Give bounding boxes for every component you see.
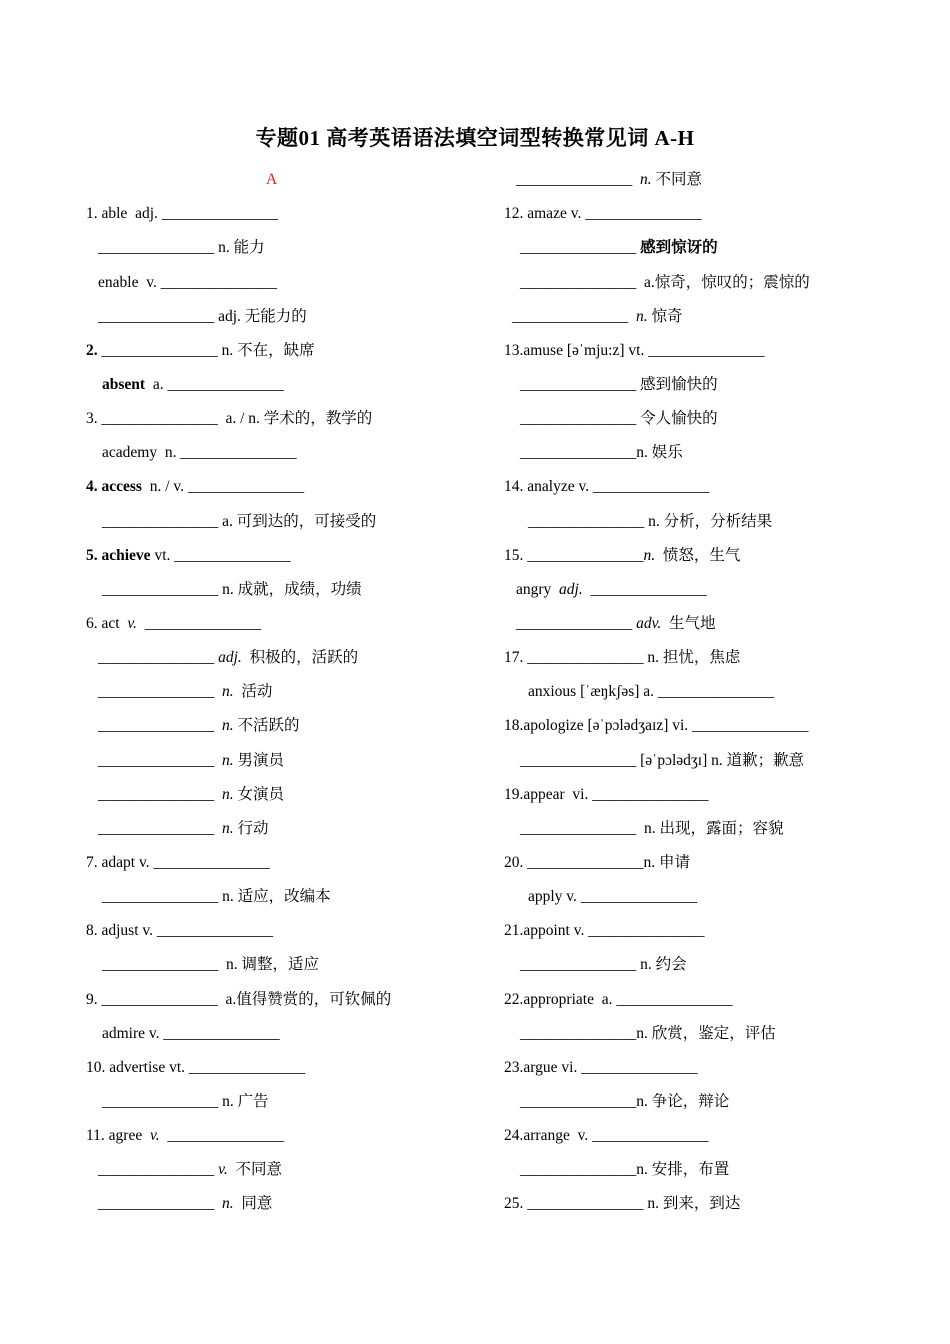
vocab-line — [86, 945, 486, 979]
answer-blank[interactable]: _______________ — [527, 546, 644, 564]
vocab-line — [504, 740, 924, 774]
vocab-line — [504, 1150, 924, 1184]
vocab-text: n. 争论，辩论 — [636, 1092, 730, 1110]
answer-blank[interactable]: _______________ — [527, 1195, 644, 1213]
vocab-text: 2. — [86, 341, 98, 359]
answer-blank[interactable]: _______________ — [98, 717, 215, 735]
vocab-text: n. — [643, 546, 656, 564]
vocab-text: apply v. — [528, 888, 581, 906]
vocab-line — [504, 365, 924, 399]
answer-blank[interactable]: _______________ — [98, 1161, 215, 1179]
vocab-text — [214, 815, 222, 843]
vocab-line — [86, 365, 486, 399]
vocab-line — [504, 160, 924, 194]
answer-blank[interactable]: _______________ — [592, 478, 710, 496]
vocab-line — [86, 536, 486, 570]
answer-blank[interactable]: _______________ — [156, 922, 274, 940]
vocab-text: adj. — [218, 649, 242, 667]
vocab-line — [504, 1014, 924, 1048]
vocab-text: 24.arrange v. — [504, 1127, 593, 1145]
vocab-text: n. — [222, 683, 234, 701]
answer-blank[interactable]: _______________ — [516, 614, 633, 632]
vocab-text: 不同意 — [227, 1161, 282, 1179]
vocab-line — [504, 706, 924, 740]
answer-blank[interactable]: _______________ — [167, 375, 284, 393]
vocab-line — [504, 297, 924, 331]
vocab-text: vt. — [150, 546, 175, 564]
vocab-text: 25. — [504, 1195, 528, 1213]
vocab-text: v. — [127, 614, 137, 632]
vocab-text — [214, 747, 222, 775]
answer-blank[interactable]: _______________ — [516, 171, 633, 189]
vocab-text: n. 安排，布置 — [636, 1161, 730, 1179]
answer-blank[interactable]: _______________ — [592, 1127, 709, 1145]
answer-blank[interactable]: _______________ — [98, 751, 215, 769]
vocab-text: 感到惊讶的 — [636, 239, 718, 257]
vocab-text: 男演员 — [233, 751, 285, 769]
answer-blank[interactable]: _______________ — [692, 717, 809, 735]
vocab-line — [86, 399, 486, 433]
vocab-text: 12. amaze v. — [504, 205, 586, 223]
vocab-line — [86, 1048, 486, 1082]
vocab-text: 23.argue vi. — [504, 1058, 582, 1076]
vocab-text: a. — [145, 375, 168, 393]
vocab-text: 17. — [504, 649, 528, 667]
answer-blank[interactable]: _______________ — [102, 512, 219, 530]
vocab-line — [504, 1082, 924, 1116]
answer-blank[interactable]: _______________ — [580, 888, 698, 906]
vocab-text: 15. — [504, 546, 528, 564]
answer-blank[interactable]: _______________ — [520, 1161, 637, 1179]
answer-blank[interactable]: _______________ — [520, 819, 637, 837]
vocab-text: 19.appear vi. — [504, 785, 593, 803]
answer-blank[interactable]: _______________ — [592, 785, 709, 803]
vocab-text: adj. 无能力的 — [214, 307, 307, 325]
vocab-text: n. 到来，到达 — [643, 1195, 741, 1213]
vocab-text: n. 出现，露面；容貌 — [636, 819, 784, 837]
answer-blank[interactable]: _______________ — [527, 649, 644, 667]
vocab-text: a.惊奇，惊叹的；震惊的 — [636, 273, 810, 291]
vocab-text: n. 娱乐 — [636, 444, 683, 462]
answer-blank[interactable]: _______________ — [180, 444, 297, 462]
vocab-text: absent — [102, 375, 146, 393]
answer-blank[interactable]: _______________ — [98, 819, 215, 837]
vocab-text: 生气地 — [661, 614, 716, 632]
vocab-line — [86, 160, 486, 194]
answer-blank[interactable]: _______________ — [520, 375, 637, 393]
vocab-line — [504, 843, 924, 877]
answer-blank[interactable]: _______________ — [102, 580, 219, 598]
answer-blank[interactable]: _______________ — [153, 853, 270, 871]
vocab-text: n. — [640, 171, 652, 189]
vocab-text: n. — [222, 1195, 234, 1213]
answer-blank[interactable]: _______________ — [98, 307, 215, 325]
answer-blank[interactable]: _______________ — [101, 990, 218, 1008]
vocab-text — [632, 166, 640, 194]
vocab-text: 14. analyze v. — [504, 478, 593, 496]
vocab-text: a.值得赞赏的，可钦佩的 — [217, 990, 392, 1008]
vocab-line — [86, 570, 486, 604]
answer-blank[interactable]: _______________ — [520, 239, 637, 257]
vocab-line — [86, 775, 486, 809]
vocab-line — [86, 297, 486, 331]
answer-blank[interactable]: _______________ — [160, 273, 277, 291]
vocab-text: n. — [222, 785, 234, 803]
answer-blank[interactable]: _______________ — [98, 1195, 215, 1213]
answer-blank[interactable]: _______________ — [163, 1024, 280, 1042]
answer-blank[interactable]: _______________ — [102, 888, 219, 906]
vocab-line — [504, 194, 924, 228]
vocab-text: admire v. — [102, 1024, 164, 1042]
vocab-text: adj. — [559, 580, 583, 598]
vocab-line — [504, 911, 924, 945]
vocab-text: 21.appoint v. — [504, 922, 589, 940]
vocab-text: angry — [516, 580, 560, 598]
vocab-line — [86, 433, 486, 467]
vocab-text: n. 担忧，焦虑 — [643, 649, 741, 667]
vocab-line — [86, 1116, 486, 1150]
vocab-line — [86, 1184, 486, 1218]
vocab-text: v. — [218, 1161, 228, 1179]
vocab-text: 惊奇 — [647, 307, 683, 325]
vocab-line — [86, 877, 486, 911]
vocab-text: 3. — [86, 410, 102, 428]
vocab-line — [86, 1014, 486, 1048]
vocab-text: academy n. — [102, 444, 181, 462]
answer-blank[interactable]: _______________ — [188, 1058, 306, 1076]
vocab-line — [86, 262, 486, 296]
vocab-text: n. 适应，改编本 — [218, 888, 331, 906]
vocab-text: 22.appropriate a. — [504, 990, 617, 1008]
answer-blank[interactable]: _______________ — [102, 1092, 219, 1110]
answer-blank[interactable]: _______________ — [98, 683, 215, 701]
answer-blank[interactable]: _______________ — [520, 751, 637, 769]
vocab-text: v. — [149, 1127, 160, 1145]
answer-blank[interactable]: _______________ — [520, 444, 637, 462]
vocab-text: 8. adjust v. — [86, 922, 157, 940]
vocab-line — [86, 331, 486, 365]
vocab-text: 1. able adj. — [86, 205, 162, 223]
vocab-text: adv. — [636, 614, 662, 632]
section-letter: A — [266, 171, 278, 189]
vocab-text — [214, 781, 222, 809]
vocab-line — [504, 775, 924, 809]
vocab-line — [504, 945, 924, 979]
vocab-line — [504, 1116, 924, 1150]
answer-blank[interactable]: _______________ — [588, 922, 705, 940]
vocab-text: 4. access — [86, 478, 142, 496]
vocab-text: 愤怒，生气 — [655, 546, 741, 564]
vocab-line — [86, 706, 486, 740]
vocab-text: 行动 — [233, 819, 269, 837]
vocab-text: n. — [636, 307, 648, 325]
vocab-text: n. 能力 — [214, 239, 265, 257]
answer-blank[interactable]: _______________ — [187, 478, 305, 496]
answer-blank[interactable]: _______________ — [528, 512, 645, 530]
answer-blank[interactable]: _______________ — [98, 785, 215, 803]
vocab-text: 9. — [86, 990, 102, 1008]
vocab-line — [504, 262, 924, 296]
vocab-line — [504, 1184, 924, 1218]
vocab-text: n. — [222, 717, 234, 735]
vocab-line — [504, 1048, 924, 1082]
vocab-line — [504, 501, 924, 535]
vocab-line — [504, 536, 924, 570]
vocab-text: [əˈpɔlədʒɪ] n. 道歉；歉意 — [636, 751, 805, 769]
answer-blank[interactable]: _______________ — [648, 341, 765, 359]
vocab-text: n. 分析，分析结果 — [644, 512, 773, 530]
vocab-line — [504, 399, 924, 433]
vocab-text: 不同意 — [651, 171, 703, 189]
vocab-text — [628, 303, 636, 331]
vocab-text: 女演员 — [233, 785, 285, 803]
answer-blank[interactable]: _______________ — [520, 410, 637, 428]
vocab-text: 7. adapt v. — [86, 853, 154, 871]
vocab-text: n. 不在，缺席 — [217, 341, 315, 359]
vocab-line — [504, 433, 924, 467]
vocab-line — [504, 638, 924, 672]
answer-blank[interactable]: _______________ — [582, 580, 707, 598]
vocab-line — [504, 979, 924, 1013]
answer-blank[interactable]: _______________ — [520, 1024, 637, 1042]
right-column — [504, 160, 924, 1218]
vocab-text: 20. — [504, 853, 528, 871]
vocab-text: n. 约会 — [636, 956, 687, 974]
vocab-line — [86, 979, 486, 1013]
vocab-text: n. — [222, 751, 234, 769]
vocab-line — [86, 228, 486, 262]
vocab-text: 积极的，活跃的 — [241, 649, 359, 667]
vocab-text: enable v. — [98, 273, 161, 291]
vocab-text: 13.amuse [əˈmju:z] vt. — [504, 341, 649, 359]
vocab-text: 5. achieve — [86, 546, 151, 564]
vocab-line — [86, 501, 486, 535]
vocab-line — [504, 809, 924, 843]
vocab-line — [86, 740, 486, 774]
vocab-line — [504, 331, 924, 365]
vocab-text: n. 申请 — [643, 853, 691, 871]
vocab-line — [504, 877, 924, 911]
answer-blank[interactable]: _______________ — [520, 956, 637, 974]
vocab-line — [86, 467, 486, 501]
answer-blank[interactable]: _______________ — [102, 956, 219, 974]
vocab-text: n. 调整，适应 — [218, 956, 320, 974]
vocab-text — [214, 1190, 222, 1218]
answer-blank[interactable]: _______________ — [657, 683, 775, 701]
vocab-text: n. / v. — [141, 478, 188, 496]
answer-blank[interactable]: _______________ — [585, 205, 702, 223]
vocab-text: 11. agree — [86, 1127, 150, 1145]
vocab-text: 令人愉快的 — [636, 410, 718, 428]
answer-blank[interactable]: _______________ — [159, 1127, 284, 1145]
vocab-line — [86, 672, 486, 706]
vocab-text: n. 成就，成绩，功绩 — [218, 580, 362, 598]
vocab-text: anxious [ˈæŋkʃəs] a. — [528, 683, 658, 701]
answer-blank[interactable]: _______________ — [136, 614, 261, 632]
vocab-line — [86, 604, 486, 638]
answer-blank[interactable]: _______________ — [98, 239, 215, 257]
vocab-text: a. 可到达的，可接受的 — [218, 512, 377, 530]
vocab-text: n. 广告 — [218, 1092, 269, 1110]
answer-blank[interactable]: _______________ — [98, 649, 215, 667]
vocab-line — [504, 570, 924, 604]
vocab-line — [504, 467, 924, 501]
vocab-text: 6. act — [86, 614, 128, 632]
left-column — [86, 160, 486, 1218]
vocab-text: n. 欣赏，鉴定，评估 — [636, 1024, 776, 1042]
vocab-line — [86, 809, 486, 843]
answer-blank[interactable]: _______________ — [616, 990, 733, 1008]
page-title: 专题01 高考英语语法填空词型转换常见词 A-H — [255, 126, 695, 150]
vocab-line — [86, 638, 486, 672]
vocab-line — [86, 1150, 486, 1184]
answer-blank[interactable]: _______________ — [101, 410, 218, 428]
answer-blank[interactable]: _______________ — [520, 1092, 637, 1110]
answer-blank[interactable]: _______________ — [97, 341, 218, 359]
vocab-line — [86, 843, 486, 877]
answer-blank[interactable]: _______________ — [527, 853, 644, 871]
vocab-text: 活动 — [233, 683, 273, 701]
answer-blank[interactable]: _______________ — [520, 273, 637, 291]
vocab-line — [86, 911, 486, 945]
vocab-line — [504, 228, 924, 262]
vocab-text: a. / n. 学术的，教学的 — [217, 410, 373, 428]
vocab-text — [214, 678, 222, 706]
answer-blank[interactable]: _______________ — [174, 546, 291, 564]
answer-blank[interactable]: _______________ — [512, 307, 629, 325]
vocab-text: 同意 — [233, 1195, 273, 1213]
vocab-text: 不活跃的 — [233, 717, 300, 735]
vocab-line — [86, 194, 486, 228]
vocab-text: n. — [222, 819, 234, 837]
vocab-line — [504, 604, 924, 638]
vocab-text — [214, 712, 222, 740]
vocab-line — [504, 672, 924, 706]
vocab-text: 10. advertise vt. — [86, 1058, 189, 1076]
answer-blank[interactable]: _______________ — [581, 1058, 698, 1076]
vocab-line — [86, 1082, 486, 1116]
vocab-text: 18.apologize [əˈpɔlədʒaɪz] vi. — [504, 717, 693, 735]
answer-blank[interactable]: _______________ — [161, 205, 279, 223]
vocab-text: 感到愉快的 — [636, 375, 718, 393]
